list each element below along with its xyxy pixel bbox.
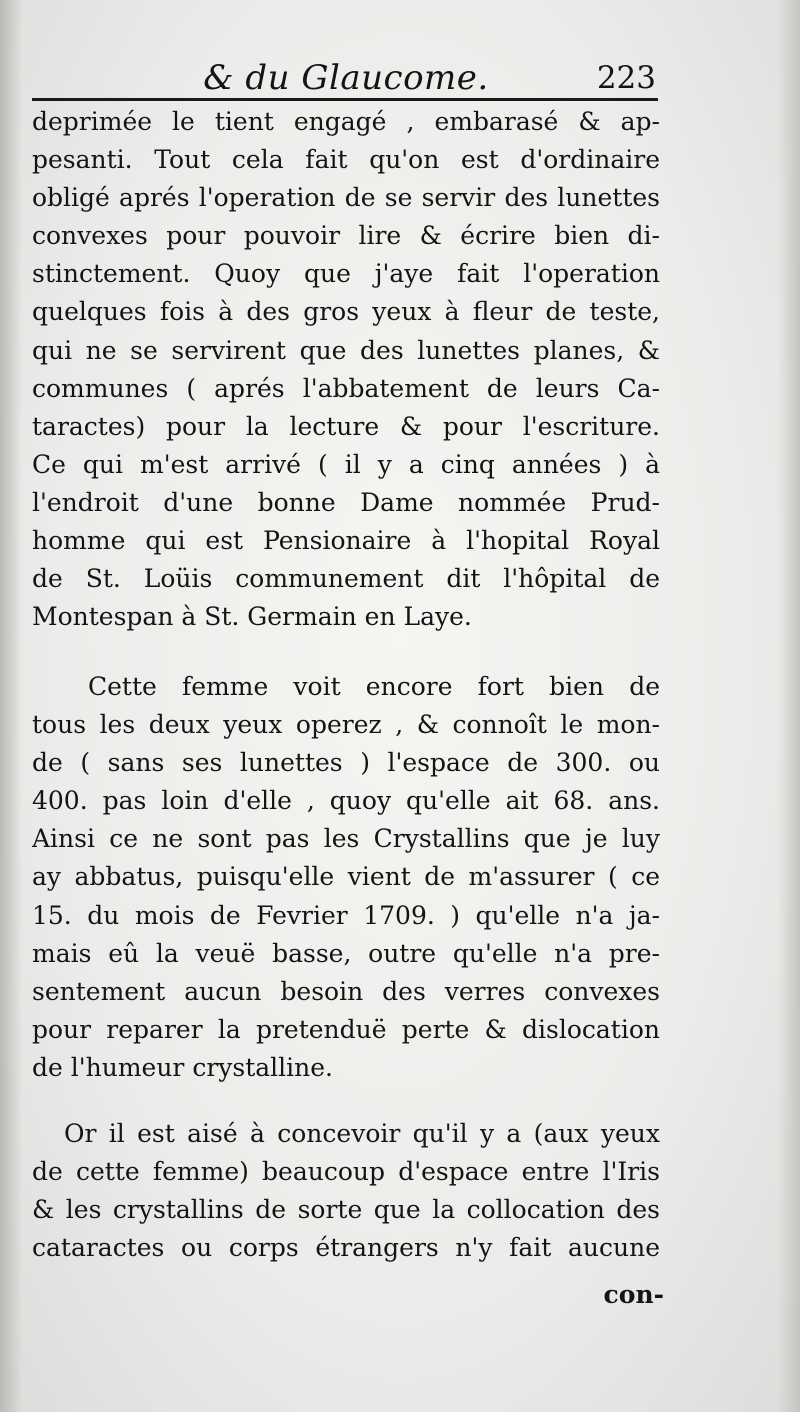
header-rule — [32, 98, 658, 101]
text-line: Montespan à St. Germain en Laye. — [32, 602, 472, 632]
text-line: ay abbatus, puisqu'elle vient de m'assurer ( ce — [32, 862, 660, 892]
paragraph-1 — [32, 103, 660, 636]
text-line: homme qui est Pensionaire à l'hopital Royal — [32, 526, 660, 556]
text-line: Or il est aisé à concevoir qu'il y a (aux yeux — [64, 1119, 660, 1148]
text-line: pesanti. Tout cela fait qu'on est d'ordinaire — [32, 145, 660, 175]
running-title: & du Glaucome. — [203, 58, 489, 98]
text-line: qui ne se servirent que des lunettes planes, & — [32, 335, 660, 365]
text-line: stinctement. Quoy que j'aye fait l'operation — [32, 259, 660, 289]
text-line: tous les deux yeux operez , & connoît le mon- — [32, 710, 660, 740]
text-line: deprimée le tient engagé , embarasé & ap- — [32, 107, 660, 136]
text-line: & les crystallins de sorte que la collocation des — [32, 1195, 660, 1225]
catchword: con- — [603, 1280, 664, 1309]
text-line: l'endroit d'une bonne Dame nommée Prud- — [32, 487, 660, 517]
text-line: obligé aprés l'operation de se servir des lunettes — [32, 183, 660, 213]
text-line: de St. Loüis communement dit l'hôpital de — [32, 564, 660, 594]
page-shadow-left — [0, 0, 22, 1412]
text-line: pour reparer la pretenduë perte & dislocation — [32, 1014, 660, 1044]
page-number: 223 — [596, 60, 656, 96]
text-line: Ce qui m'est arrivé ( il y a cinq années ) à — [32, 449, 660, 479]
text-line: de cette femme) beaucoup d'espace entre l'Iris — [32, 1157, 660, 1187]
text-line: communes ( aprés l'abbatement de leurs Ca- — [32, 373, 660, 403]
text-line: quelques fois à des gros yeux à fleur de teste, — [32, 297, 660, 327]
text-line: Ainsi ce ne sont pas les Crystallins que je luy — [32, 824, 660, 854]
page-shadow-right — [778, 0, 800, 1412]
text-line: mais eû la veuë basse, outre qu'elle n'a pre- — [32, 938, 660, 968]
text-line: de l'humeur crystalline. — [32, 1052, 334, 1082]
text-line: convexes pour pouvoir lire & écrire bien di- — [32, 221, 660, 251]
paragraph-2 — [32, 668, 660, 1087]
text-line: de ( sans ses lunettes ) l'espace de 300. ou — [32, 748, 660, 778]
text-line: 15. du mois de Fevrier 1709. ) qu'elle n'a ja- — [32, 900, 660, 930]
text-line: sentement aucun besoin des verres convexes — [32, 976, 660, 1006]
text-line: cataractes ou corps étrangers n'y fait aucune — [32, 1233, 660, 1263]
page-header — [32, 50, 660, 100]
text-line: taractes) pour la lecture & pour l'escriture. — [32, 411, 660, 441]
text-line: 400. pas loin d'elle , quoy qu'elle ait 68. ans. — [32, 786, 660, 816]
text-line: Cette femme voit encore fort bien de — [88, 672, 660, 701]
paragraph-3 — [32, 1115, 660, 1267]
